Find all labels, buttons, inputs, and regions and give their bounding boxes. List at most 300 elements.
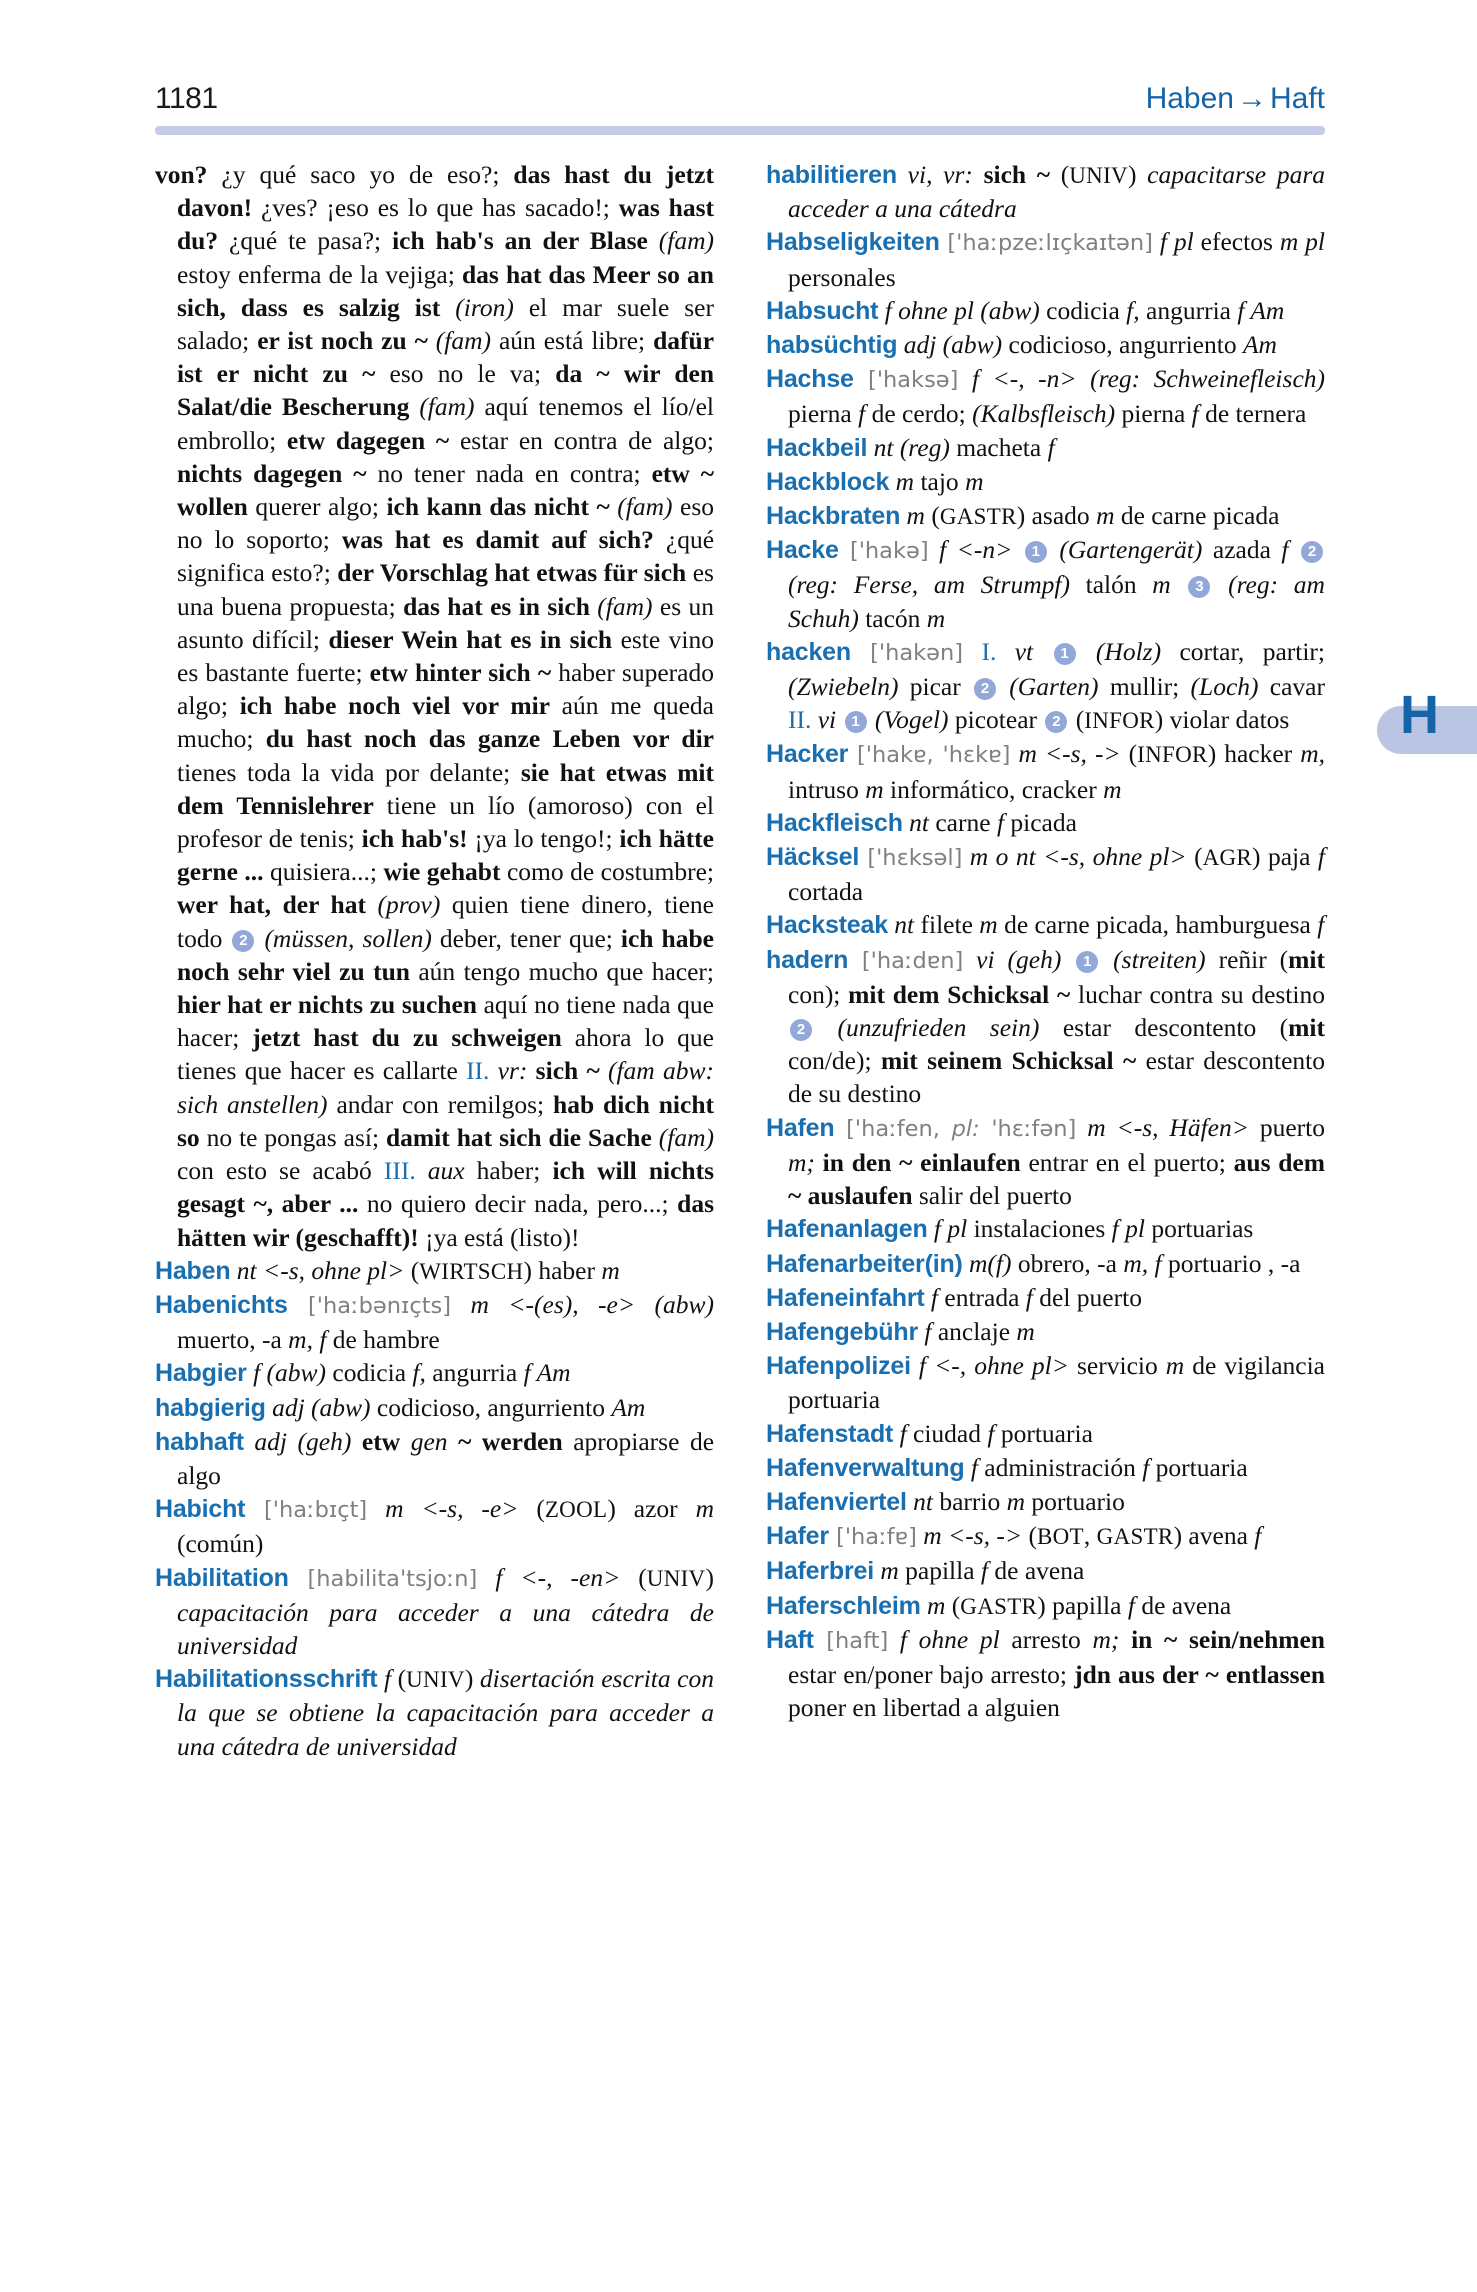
pronunciation: ['hakɐ, 'hɛkɐ] bbox=[848, 742, 1011, 769]
grammar-label: f bbox=[1317, 910, 1325, 940]
translation-text: quien tiene dinero, tiene todo bbox=[177, 890, 714, 953]
dictionary-entry bbox=[766, 1623, 1325, 1725]
translation-text: estar en/poner bajo arresto; bbox=[788, 1659, 1075, 1689]
german-example: da ~ wir den Salat/die Bescherung bbox=[177, 359, 714, 422]
german-example: sich ~ bbox=[972, 160, 1051, 189]
grammar-label: f, bbox=[1126, 295, 1140, 325]
subject-label: INFOR bbox=[1084, 708, 1155, 734]
translation-text: ¡ya lo tengo!; bbox=[467, 824, 620, 854]
translation-text: ¿ves? ¡eso es lo que has sacado!; bbox=[252, 193, 619, 223]
grammar-label: f Am bbox=[523, 1358, 571, 1388]
grammar-label: adj (abw) bbox=[265, 1392, 371, 1422]
translation-text: ( bbox=[945, 1590, 961, 1620]
headword: Hacksteak bbox=[766, 911, 888, 940]
grammar-label: nt <-s, ohne pl> bbox=[230, 1255, 405, 1285]
pronunciation: ['haːdɐn] bbox=[848, 947, 964, 974]
dictionary-entry bbox=[766, 1554, 1325, 1588]
translation-text: de carne picada, hamburguesa bbox=[997, 910, 1318, 940]
grammar-label: f <-, -n> bbox=[958, 364, 1077, 394]
subject-label: UNIV bbox=[646, 1565, 706, 1591]
grammar-label: vi (geh) bbox=[963, 944, 1062, 974]
translation-text: estar en contra de algo; bbox=[449, 425, 714, 455]
grammar-label: m <-(es), -e> bbox=[451, 1289, 636, 1319]
translation-text: con/de); bbox=[788, 1046, 881, 1076]
thumb-tab-letter: H bbox=[1400, 685, 1439, 745]
pronunciation: ['hakə] bbox=[838, 538, 929, 565]
headword: Habilitation bbox=[155, 1563, 289, 1592]
headword: habhaft bbox=[155, 1427, 244, 1456]
german-example: ich habe noch sehr viel zu tun bbox=[177, 923, 714, 986]
dictionary-entry bbox=[766, 840, 1325, 908]
german-example: jdn aus der ~ entlassen bbox=[1074, 1659, 1325, 1689]
sense-number-marker: 2 bbox=[232, 930, 254, 952]
grammar-label: f bbox=[1127, 1590, 1135, 1620]
translation-text: estoy enferma de la vejiga; bbox=[177, 259, 462, 289]
headword: Habenichts bbox=[155, 1290, 288, 1319]
translation-text: con esto se acabó bbox=[177, 1156, 384, 1186]
translation-text: quisiera...; bbox=[263, 857, 384, 887]
grammar-label: vi bbox=[811, 705, 837, 735]
grammar-label: m bbox=[873, 1556, 899, 1586]
dictionary-entry bbox=[766, 737, 1325, 805]
grammar-label: capacitación para acceder a una cátedra de universidad bbox=[177, 1597, 714, 1660]
german-example: was hast du? bbox=[177, 193, 715, 256]
translation-text: estar descontento de su destino bbox=[788, 1046, 1325, 1109]
translation-text: entrada bbox=[938, 1282, 1026, 1312]
grammar-label: (reg: Schweinefleisch) bbox=[1076, 364, 1326, 394]
grammar-label: f bbox=[377, 1664, 392, 1694]
translation-text: informático, cracker bbox=[883, 774, 1104, 804]
german-example: mit seinem Schicksal ~ bbox=[880, 1046, 1137, 1076]
translation-text: ) bbox=[705, 1562, 714, 1592]
grammar-label: m <-s, -> bbox=[1010, 739, 1121, 769]
translation-text: haber; bbox=[464, 1156, 553, 1186]
translation-text: ) haber bbox=[523, 1255, 602, 1285]
roman-numeral: II. bbox=[788, 705, 812, 735]
translation-text bbox=[1171, 570, 1187, 599]
translation-text: de cerdo; bbox=[865, 399, 973, 429]
translation-text: de hambre bbox=[326, 1325, 440, 1355]
grammar-label: f bbox=[246, 1358, 261, 1388]
headword: hadern bbox=[766, 945, 849, 974]
translation-text: intruso bbox=[788, 774, 866, 804]
sense-number-marker: 2 bbox=[1045, 711, 1067, 733]
grammar-label: (reg: am Schuh) bbox=[788, 570, 1325, 633]
grammar-label: m bbox=[965, 466, 984, 496]
translation-text: ( bbox=[1050, 160, 1070, 189]
subject-label: GASTR bbox=[960, 1593, 1038, 1619]
grammar-label: m <-s, -e> bbox=[367, 1494, 519, 1524]
headword: habsüchtig bbox=[766, 331, 898, 360]
translation-text: aquí no tiene nada que hacer; bbox=[177, 990, 714, 1053]
dictionary-entry bbox=[766, 328, 1325, 362]
dictionary-entry bbox=[766, 158, 1325, 225]
translation-text: puerto bbox=[1248, 1112, 1325, 1142]
translation-text: querer algo; bbox=[247, 492, 387, 522]
grammar-label: m, f bbox=[1123, 1248, 1162, 1278]
translation-text: portuarias bbox=[1144, 1214, 1254, 1244]
translation-text: servicio bbox=[1068, 1351, 1166, 1381]
dictionary-entry bbox=[766, 806, 1325, 840]
subject-label: UNIV bbox=[406, 1667, 465, 1693]
german-example: ich hab's! bbox=[361, 824, 468, 854]
grammar-label: m bbox=[1006, 1486, 1025, 1516]
german-example: ich kann das nicht ~ bbox=[386, 492, 610, 522]
headword: Hafeneinfahrt bbox=[766, 1283, 925, 1312]
grammar-label: f pl bbox=[927, 1214, 968, 1244]
translation-text: (común) bbox=[177, 1529, 264, 1559]
pronunciation: ['haːbənɪçts] bbox=[287, 1292, 452, 1319]
translation-text: aún está libre; bbox=[491, 326, 654, 356]
translation-text: codicioso, angurriento bbox=[370, 1392, 612, 1422]
running-head bbox=[1146, 84, 1325, 114]
german-example: etw dagegen ~ bbox=[286, 425, 450, 455]
headword: Hacke bbox=[766, 536, 839, 565]
grammar-label: m bbox=[889, 466, 915, 496]
headword: Habsucht bbox=[766, 296, 879, 325]
dictionary-entry bbox=[766, 1315, 1325, 1349]
grammar-label: (reg: Ferse, am Strumpf) bbox=[788, 570, 1070, 600]
translation-text bbox=[1033, 637, 1051, 666]
grammar-label: f pl bbox=[1111, 1214, 1145, 1244]
translation-text bbox=[836, 705, 842, 734]
translation-text: de vigilancia portuaria bbox=[788, 1351, 1325, 1415]
headword: habgierig bbox=[155, 1393, 266, 1422]
grammar-label: f bbox=[1142, 1452, 1150, 1482]
translation-text: de avena bbox=[1134, 1590, 1232, 1620]
grammar-label: (Zwiebeln) bbox=[788, 672, 899, 702]
translation-text: es una buena propuesta; bbox=[177, 558, 714, 621]
pronunciation: 'hɛːfən] bbox=[979, 1115, 1077, 1142]
headword: Haferbrei bbox=[766, 1557, 874, 1586]
german-example: damit hat sich die Sache bbox=[386, 1122, 652, 1152]
subject-label: WIRTSCH bbox=[419, 1258, 524, 1284]
dictionary-entry bbox=[766, 1247, 1325, 1281]
translation-text: salir del puerto bbox=[912, 1181, 1072, 1211]
headword: Hafenverwaltung bbox=[766, 1453, 965, 1482]
translation-text: haber superado algo; bbox=[177, 658, 714, 721]
dictionary-entry bbox=[766, 635, 1325, 738]
grammar-label: (fam) bbox=[647, 226, 714, 256]
german-example: das hast du jetzt davon! bbox=[177, 160, 714, 223]
headword: Haferschleim bbox=[766, 1591, 921, 1620]
german-example: mit dem Schicksal ~ bbox=[848, 979, 1071, 1009]
translation-text: con); bbox=[788, 979, 849, 1009]
translation-text: tiene un lío (amoroso) con el profesor de tenis; bbox=[177, 790, 715, 854]
subject-label: BOT bbox=[1037, 1524, 1084, 1550]
translation-text: ( bbox=[620, 1562, 647, 1592]
grammar-label: m bbox=[920, 1590, 946, 1620]
german-example: ich habe noch viel vor mir bbox=[239, 691, 550, 721]
german-example: das hätten wir (geschafft)! bbox=[177, 1189, 714, 1252]
german-example: er ist noch zu ~ bbox=[257, 326, 428, 356]
headword: Hafengebühr bbox=[766, 1317, 918, 1346]
dictionary-entry bbox=[766, 1111, 1325, 1213]
translation-text: picar bbox=[898, 672, 973, 702]
grammar-label: f <-n> bbox=[928, 535, 1013, 565]
arrow-icon: → bbox=[1236, 82, 1267, 115]
grammar-label: (Vogel) bbox=[868, 705, 949, 735]
translation-text: filete bbox=[914, 910, 980, 940]
translation-text: de ternera bbox=[1198, 399, 1307, 429]
translation-text: cortada bbox=[788, 877, 864, 907]
grammar-label: f bbox=[1025, 1282, 1033, 1312]
translation-text: portuario bbox=[1025, 1486, 1125, 1516]
translation-text: picotear bbox=[948, 705, 1044, 735]
translation-text: eso no lo soporto; bbox=[177, 492, 714, 555]
translation-text: barrio bbox=[932, 1486, 1007, 1516]
dictionary-entry bbox=[766, 431, 1325, 465]
translation-text: portuaria bbox=[994, 1418, 1093, 1448]
translation-text: estar descontento ( bbox=[1039, 1013, 1289, 1043]
grammar-label: f bbox=[1191, 399, 1199, 429]
grammar-label: (abw) bbox=[635, 1289, 714, 1319]
headword: hacken bbox=[766, 637, 851, 666]
grammar-label: f pl bbox=[1152, 227, 1194, 257]
subject-label: INFOR bbox=[1137, 742, 1208, 768]
sense-number-marker: 1 bbox=[1025, 541, 1047, 563]
grammar-label: disertación escrita con la que se obtiene la capacitación para acceder a una cátedra de universidad bbox=[177, 1664, 714, 1761]
grammar-label: m o nt <-s, ohne pl> bbox=[962, 842, 1187, 872]
german-example: dieser Wein hat es in sich bbox=[328, 624, 613, 654]
translation-text: picada bbox=[1004, 807, 1077, 837]
german-example: nichts dagegen ~ bbox=[177, 458, 367, 488]
translation-text: ) asado bbox=[1016, 501, 1097, 531]
grammar-label: m bbox=[1096, 501, 1115, 531]
dictionary-entry bbox=[766, 499, 1325, 533]
german-example: ich hätte gerne ... bbox=[177, 824, 714, 887]
sense-number-marker: 3 bbox=[1188, 576, 1210, 598]
translation-text: talón bbox=[1069, 570, 1153, 600]
grammar-label: m bbox=[900, 501, 925, 531]
translation-text: como de costumbre; bbox=[500, 857, 714, 887]
subject-label: GASTR bbox=[1096, 1524, 1174, 1550]
subject-label: ZOOL bbox=[544, 1497, 608, 1523]
translation-text: portuario , -a bbox=[1161, 1248, 1301, 1278]
pronunciation: ['haksə] bbox=[853, 367, 959, 394]
dictionary-entry bbox=[155, 1561, 714, 1663]
dictionary-entry bbox=[766, 1485, 1325, 1519]
translation-text: codicioso, angurriento bbox=[1002, 330, 1243, 360]
column-left bbox=[155, 158, 714, 1763]
grammar-label: (unzufrieden sein) bbox=[814, 1013, 1040, 1043]
grammar-label: m; bbox=[1092, 1624, 1120, 1654]
grammar-label: (müssen, sollen) bbox=[256, 923, 432, 953]
german-example: hier hat er nichts zu suchen bbox=[177, 990, 477, 1020]
roman-numeral: II. bbox=[466, 1056, 490, 1086]
dictionary-entry bbox=[155, 1492, 714, 1560]
translation-text: personales bbox=[788, 262, 896, 292]
grammar-label: aux bbox=[415, 1156, 465, 1186]
subject-label: GASTR bbox=[939, 504, 1017, 530]
grammar-label: f bbox=[980, 1556, 988, 1586]
grammar-label: m, f bbox=[288, 1325, 327, 1355]
german-example: sich ~ bbox=[527, 1056, 600, 1086]
pronunciation: ['haːfɐ] bbox=[828, 1524, 917, 1551]
grammar-label: f, bbox=[412, 1358, 426, 1388]
headword: Habilitationsschrift bbox=[155, 1665, 378, 1694]
grammar-label: Am bbox=[1242, 330, 1277, 360]
translation-text: cavar bbox=[1258, 672, 1325, 702]
grammar-label: capacitarse para acceder a una cátedra bbox=[788, 160, 1325, 224]
page-header bbox=[155, 62, 1325, 114]
grammar-label: f bbox=[1317, 842, 1325, 872]
german-example: etw ~ wollen bbox=[177, 458, 714, 522]
translation-text: este vino es bastante fuerte; bbox=[177, 624, 715, 688]
translation-text: el mar suele ser salado; bbox=[177, 292, 714, 356]
translation-text: de avena bbox=[988, 1556, 1085, 1586]
german-example: ich hab's an der Blase bbox=[392, 226, 648, 256]
translation-text: ( bbox=[1022, 1521, 1037, 1551]
grammar-label: (prov) bbox=[365, 890, 441, 920]
headword: Hafenanlagen bbox=[766, 1215, 928, 1244]
translation-text: reñir ( bbox=[1205, 944, 1289, 974]
headword: Hafer bbox=[766, 1522, 829, 1551]
grammar-label: (abw) bbox=[260, 1358, 327, 1388]
grammar-label: f <-, ohne pl> bbox=[910, 1351, 1069, 1381]
pronunciation: ['haːpzeːlɪçkaɪtən] bbox=[939, 230, 1153, 257]
headword: habilitieren bbox=[766, 161, 897, 189]
grammar-label: m, bbox=[1300, 739, 1325, 769]
translation-text bbox=[1012, 535, 1023, 564]
grammar-label: m bbox=[865, 774, 884, 804]
translation-text: no te pongas así; bbox=[199, 1122, 386, 1152]
translation-text: ) avena bbox=[1173, 1521, 1255, 1551]
grammar-label: nt (reg) bbox=[867, 432, 950, 462]
translation-text: ¿qué te pasa?; bbox=[218, 226, 393, 256]
headword: Hacker bbox=[766, 740, 849, 769]
grammar-label: f bbox=[917, 1316, 932, 1346]
headword: Hackblock bbox=[766, 467, 890, 496]
translation-text: no quiero decir nada, pero...; bbox=[358, 1189, 678, 1219]
grammar-label: f bbox=[1281, 535, 1289, 565]
grammar-label: (fam) bbox=[409, 392, 475, 422]
header-rule bbox=[155, 126, 1325, 135]
translation-text bbox=[1061, 945, 1074, 974]
translation-text: macheta bbox=[949, 432, 1048, 462]
translation-text: pierna bbox=[788, 399, 859, 429]
translation-text: anclaje bbox=[931, 1316, 1017, 1346]
headword: Hafenarbeiter(in) bbox=[766, 1249, 963, 1278]
grammar-label: f bbox=[996, 807, 1005, 837]
grammar-label: f bbox=[1047, 432, 1055, 462]
german-example: hab dich nicht so bbox=[177, 1089, 714, 1152]
translation-text: ) paja bbox=[1252, 842, 1318, 872]
translation-text: no tener nada en contra; bbox=[366, 458, 652, 488]
translation-text: efectos bbox=[1193, 227, 1280, 257]
german-example: aus dem ~ auslaufen bbox=[788, 1147, 1325, 1211]
translation-text: papilla bbox=[898, 1556, 981, 1586]
german-example: was hat es damit auf sich? bbox=[341, 525, 654, 555]
translation-text: entrar en el puerto; bbox=[1020, 1147, 1234, 1177]
headword: Hachse bbox=[766, 365, 854, 394]
headword: Habicht bbox=[155, 1495, 246, 1524]
page-number: 1181 bbox=[155, 82, 218, 115]
dictionary-entry bbox=[155, 1254, 714, 1288]
grammar-label: m bbox=[926, 603, 946, 633]
translation-text: deber, tener que; bbox=[431, 923, 621, 953]
translation-text bbox=[1289, 535, 1300, 564]
translation-text: tajo bbox=[914, 466, 966, 496]
dictionary-entry bbox=[766, 294, 1325, 328]
grammar-label: m bbox=[1103, 774, 1122, 804]
translation-text: ( bbox=[404, 1255, 420, 1285]
grammar-label: (Garten) bbox=[998, 672, 1099, 702]
translation-text: tienes toda la vida por delante; bbox=[177, 757, 521, 787]
translation-text: azada bbox=[1202, 535, 1282, 565]
german-example: mit bbox=[1288, 1013, 1325, 1043]
grammar-label: f ohne pl bbox=[888, 1624, 1000, 1654]
headword: Hafenpolizei bbox=[766, 1352, 911, 1381]
german-example: etw bbox=[351, 1426, 411, 1456]
german-example: der Vorschlag hat etwas für sich bbox=[337, 558, 687, 588]
dictionary-entry bbox=[766, 908, 1325, 942]
translation-text: de carne picada bbox=[1114, 501, 1280, 531]
pronunciation: ['hɛksəl] bbox=[859, 845, 963, 872]
german-example: du hast noch das ganze Leben vor dir bbox=[265, 724, 714, 754]
headword: Haben bbox=[155, 1256, 231, 1285]
translation-text: ( bbox=[1120, 739, 1138, 769]
translation-text: eso no le va; bbox=[375, 359, 556, 389]
translation-text: ¿y qué saco yo de eso?; bbox=[207, 160, 514, 189]
translation-text: ) papilla bbox=[1037, 1590, 1128, 1620]
translation-text: ) bbox=[1127, 160, 1148, 189]
translation-text: ) hacker bbox=[1207, 739, 1301, 769]
sense-number-marker: 2 bbox=[974, 678, 996, 700]
translation-text: arresto bbox=[999, 1624, 1093, 1654]
translation-text: ( bbox=[924, 501, 940, 531]
roman-numeral: III. bbox=[383, 1156, 416, 1186]
translation-text: ( bbox=[391, 1664, 407, 1694]
grammar-label: m bbox=[1152, 570, 1171, 600]
grammar-label: m bbox=[979, 910, 998, 940]
grammar-label: f <-, -en> bbox=[477, 1562, 621, 1592]
grammar-label: f bbox=[1254, 1521, 1262, 1551]
german-example: wer hat, der hat bbox=[177, 890, 366, 920]
translation-text: portuaria bbox=[1149, 1452, 1248, 1482]
grammar-label: adj (abw) bbox=[897, 330, 1003, 360]
headword: Hafenstadt bbox=[766, 1419, 894, 1448]
grammar-label: vt bbox=[996, 636, 1034, 666]
dictionary-entry bbox=[155, 1662, 714, 1763]
translation-text: aún me queda mucho; bbox=[177, 691, 714, 754]
german-example: in ~ sein/nehmen bbox=[1131, 1624, 1325, 1654]
dictionary-entry bbox=[766, 1451, 1325, 1485]
pronunciation: ['hakən] bbox=[850, 639, 964, 666]
pronunciation: ['haːbɪçt] bbox=[245, 1497, 368, 1524]
translation-text: instalaciones bbox=[967, 1214, 1112, 1244]
grammar-label: m <-s, Häfen> bbox=[1076, 1112, 1249, 1142]
translation-text: andar con remilgos; bbox=[327, 1089, 554, 1119]
headword: Hackbraten bbox=[766, 502, 901, 531]
grammar-label: m bbox=[1165, 1351, 1185, 1381]
translation-text: ( bbox=[1186, 842, 1203, 872]
pronunciation-note: pl: bbox=[951, 1115, 980, 1142]
grammar-label: (streiten) bbox=[1100, 944, 1206, 974]
grammar-label: f Am bbox=[1237, 295, 1285, 325]
column-right bbox=[766, 158, 1325, 1763]
translation-text: administración bbox=[977, 1452, 1143, 1482]
german-example: das hat es in sich bbox=[403, 591, 590, 621]
german-example: jetzt hast du zu schweigen bbox=[252, 1023, 562, 1053]
grammar-label: nt bbox=[906, 1486, 933, 1516]
grammar-label: (fam) bbox=[609, 492, 673, 522]
dictionary-entry bbox=[766, 1417, 1325, 1451]
text-columns bbox=[155, 158, 1325, 1763]
translation-text: aquí tenemos el lío/el embrollo; bbox=[177, 392, 714, 455]
headword: Hackbeil bbox=[766, 433, 868, 462]
translation-text: poner en libertad a alguien bbox=[788, 1693, 1060, 1723]
